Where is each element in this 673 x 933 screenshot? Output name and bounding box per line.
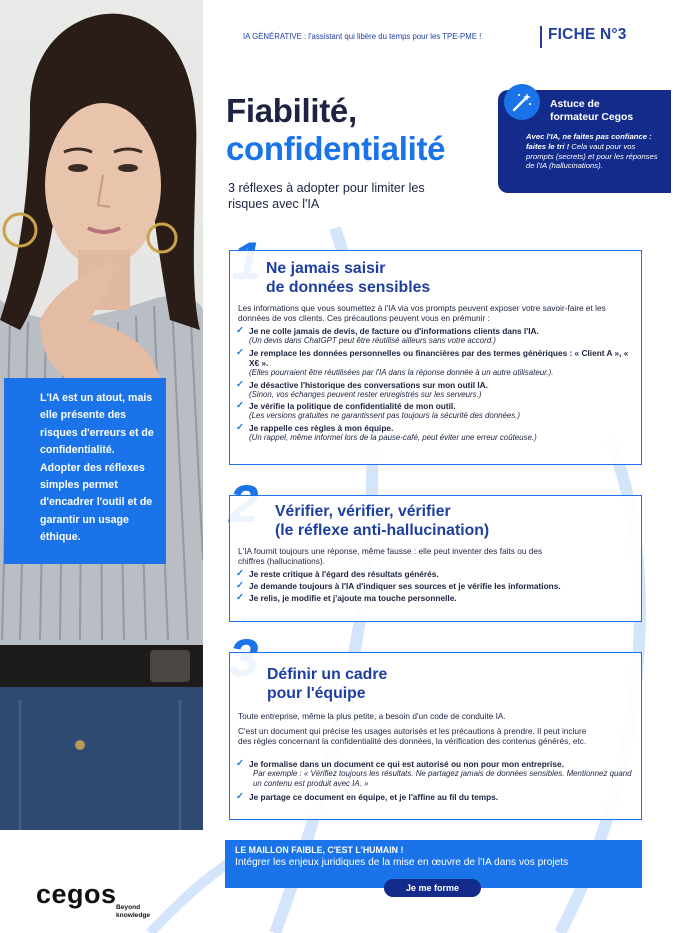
page-title-line1: Fiabilité, xyxy=(226,92,357,129)
checkmark-icon: ✓ xyxy=(236,568,245,579)
list-item: ✓ Je relis, je modifie et j'ajoute ma touche personnelle. xyxy=(236,592,457,604)
section-1-checklist xyxy=(236,326,636,445)
list-item: ✓ Je remplace les données personnelles ou financières par des termes génériques : « Client A », « X€ ». (Elles pourraient être réutilisées par l'IA dans la réponse donnée à un autre utilisateur.). xyxy=(236,346,629,377)
checkmark-icon: ✓ xyxy=(236,758,245,769)
section-3-checklist xyxy=(236,759,636,804)
checkmark-icon: ✓ xyxy=(236,422,245,434)
trainer-tip-box xyxy=(498,90,671,193)
section-2-title: Vérifier, vérifier, vérifier (le réflexe anti-hallucination) xyxy=(275,503,490,539)
list-item: ✓ Je reste critique à l'égard des résultats générés. xyxy=(236,568,439,579)
section-3-title: Définir un cadre pour l'équipe xyxy=(267,666,388,702)
training-signup-button[interactable]: Je me forme xyxy=(384,879,481,897)
section-1-intro: Les informations que vous soumettez à l'IA via vos prompts peuvent exposer votre savoir-faire et les données de vos clients. Ces précautions peuvent vous en prémunir : xyxy=(238,303,606,324)
section-1-title: Ne jamais saisir de données sensibles xyxy=(266,260,431,296)
cegos-logo: cegos Beyond knowledge xyxy=(36,879,151,919)
checkmark-icon: ✓ xyxy=(236,400,245,412)
section-3-intro: Toute entreprise, même la plus petite, a besoin d'un code de conduite IA. xyxy=(238,711,506,721)
intro-callout: L'IA est un atout, mais elle présente des risques d'erreurs et de confidentialité. Adopter des réflexes simples permet d'encadrer l'outil et de garantir un usage éthique. xyxy=(4,378,166,564)
list-item: ✓ Je formalise dans un document ce qui est autorisé ou non pour mon entreprise. Par exemple : « Vérifiez toujours les résultats. Ne partagez jamais de données sensibles. Mentionnez quand un contenu est produit avec IA. » xyxy=(236,758,632,788)
checkmark-icon: ✓ xyxy=(236,592,245,604)
list-item: ✓ Je partage ce document en équipe, et je l'affine au fil du temps. xyxy=(236,791,499,803)
list-item: ✓ Je vérifie la politique de confidentialité de mon outil. (Les versions gratuites ne garantissent pas toujours la sécurité des données.) xyxy=(236,400,521,421)
checkmark-icon: ✓ xyxy=(236,791,245,803)
checkmark-icon: ✓ xyxy=(236,346,245,358)
section-2 xyxy=(229,495,642,622)
tip-text: Avec l'IA, ne faites pas confiance : faites le tri ! Cela vaut pour vos prompts (secrets) et pour les réponses de l'IA (hallucinations). xyxy=(526,132,658,171)
section-2-intro: L'IA fournit toujours une réponse, même fausse : elle peut inventer des faits ou des chiffres (hallucinations). xyxy=(238,546,543,567)
banner-headline: LE MAILLON FAIBLE, C'EST L'HUMAIN ! xyxy=(235,845,404,855)
list-item: ✓ Je désactive l'historique des conversations sur mon outil IA. (Sinon, vos échanges peuvent rester enregistrés sur les serveurs.) xyxy=(236,378,488,399)
header-tagline: IA GÉNÉRATIVE : l'assistant qui libère du temps pour les TPE-PME ! xyxy=(243,32,482,41)
section-1 xyxy=(229,250,642,465)
checkmark-icon: ✓ xyxy=(236,325,245,336)
list-item: ✓ Je demande toujours à l'IA d'indiquer ses sources et je vérifie les informations. xyxy=(236,580,561,592)
checkmark-icon: ✓ xyxy=(236,580,245,592)
checkmark-icon: ✓ xyxy=(236,378,245,390)
magic-wand-icon xyxy=(504,84,540,120)
page-title-line2: confidentialité xyxy=(226,130,446,167)
list-item: ✓ Je ne colle jamais de devis, de facture ou d'informations clients dans l'IA. (Un devis dans ChatGPT peut être réutilisé ailleurs sans votre accord.) xyxy=(236,325,539,345)
section-2-checklist xyxy=(236,569,636,606)
tip-title: Astuce de formateur Cegos xyxy=(550,99,634,123)
page-subtitle: 3 réflexes à adopter pour limiter les risques avec l'IA xyxy=(228,181,425,211)
fiche-number: FICHE N°3 xyxy=(548,26,627,43)
list-item: ✓ Je rappelle ces règles à mon équipe. (Un rappel, même informel lors de la pause-café, peut éviter une erreur coûteuse.) xyxy=(236,422,537,443)
header-divider xyxy=(540,26,542,48)
banner-text: Intégrer les enjeux juridiques de la mise en œuvre de l'IA dans vos projets xyxy=(235,857,569,868)
section-3-intro-detail: C'est un document qui précise les usages autorisés et les précautions à prendre. Il peut inclure des règles concernant la confidentialité des données, la vérification des contenus générés, etc. xyxy=(238,726,587,747)
section-3 xyxy=(229,652,642,820)
